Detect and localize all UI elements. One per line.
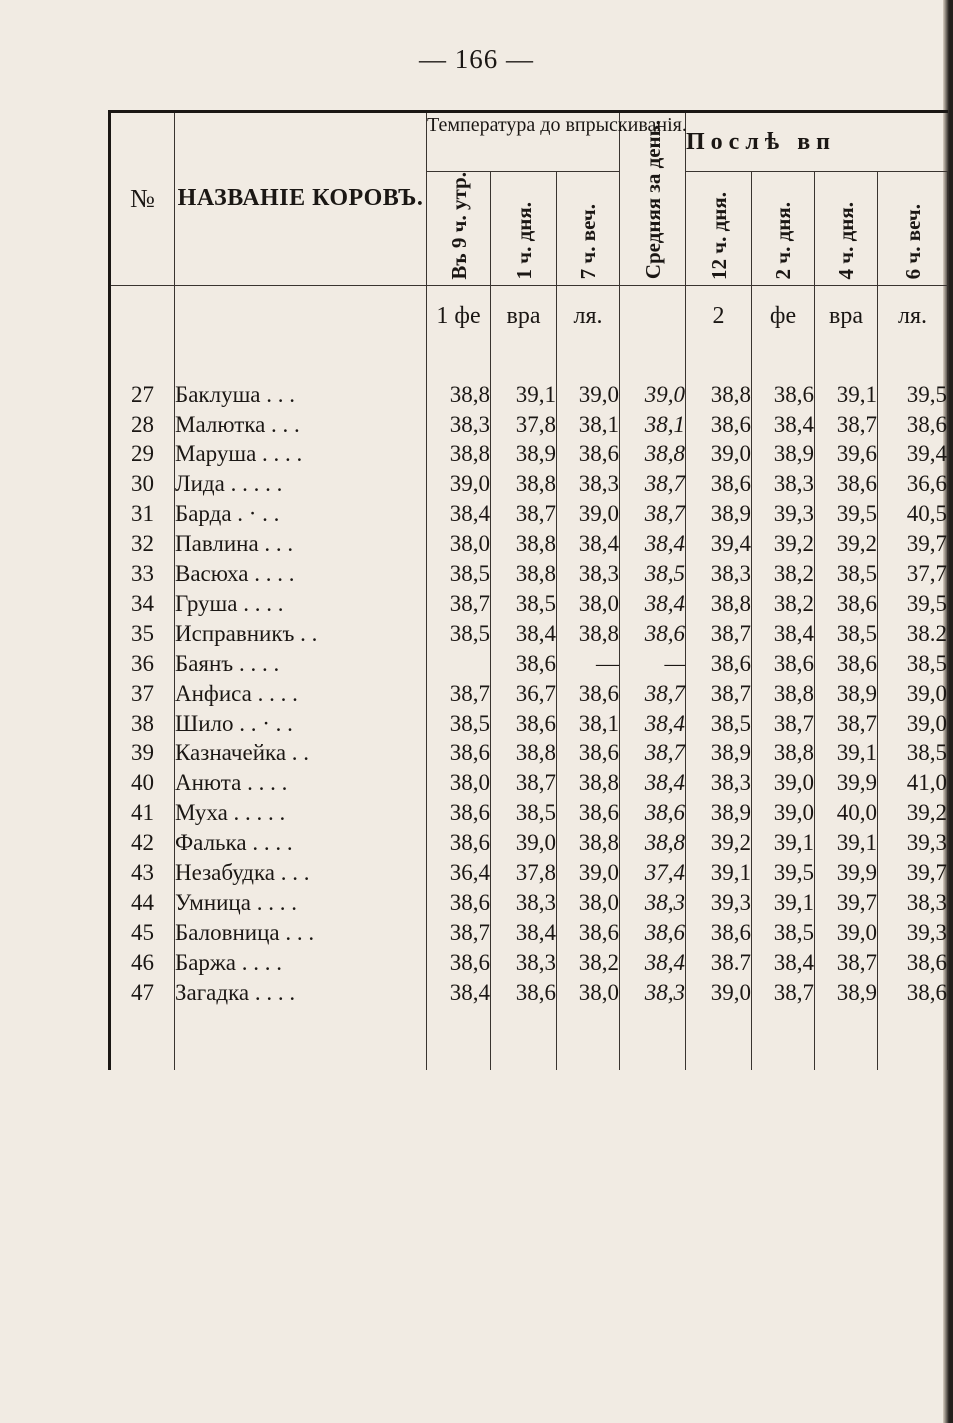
temp-after-12: 38,8 (686, 380, 752, 410)
temp-after-2: 38,8 (752, 679, 815, 709)
temp-after-6: 38,3 (878, 888, 948, 918)
table-row (110, 768, 948, 798)
temp-before-7pm: — (557, 649, 620, 679)
cow-name: Малютка . . . (175, 410, 427, 440)
temp-before-1pm: 38,6 (491, 649, 557, 679)
cow-name: Баянъ . . . . (175, 649, 427, 679)
temp-before-1pm: 37,8 (491, 858, 557, 888)
temp-daily-average: 38,8 (620, 828, 686, 858)
temp-after-4: 38,5 (815, 619, 878, 649)
cow-number: 44 (110, 888, 175, 918)
temp-daily-average: 38,1 (620, 410, 686, 440)
cow-name: Загадка . . . . (175, 978, 427, 1008)
header-after-2: 2 ч. дня. (752, 172, 815, 286)
temp-after-4: 39,9 (815, 768, 878, 798)
temp-before-7pm: 38,4 (557, 529, 620, 559)
temp-before-1pm: 38,3 (491, 888, 557, 918)
temp-after-12: 38,7 (686, 679, 752, 709)
table-row (110, 529, 948, 559)
temp-after-2: 38,4 (752, 948, 815, 978)
cow-name: Баклуша . . . (175, 380, 427, 410)
temp-before-1pm: 38,8 (491, 469, 557, 499)
temp-after-4: 40,0 (815, 798, 878, 828)
temp-before-7pm: 39,0 (557, 499, 620, 529)
table-row (110, 619, 948, 649)
temp-before-7pm: 38,8 (557, 768, 620, 798)
cow-number: 47 (110, 978, 175, 1008)
temp-before-9am: 39,0 (427, 469, 491, 499)
temp-daily-average: 38,7 (620, 469, 686, 499)
temp-daily-average: 38,7 (620, 499, 686, 529)
temp-after-2: 38,3 (752, 469, 815, 499)
temp-after-12: 38,3 (686, 768, 752, 798)
temp-before-7pm: 38,0 (557, 589, 620, 619)
temp-before-9am: 38,5 (427, 619, 491, 649)
temp-after-4: 38,7 (815, 410, 878, 440)
cow-name: Лида . . . . . (175, 469, 427, 499)
temp-before-9am: 38,7 (427, 589, 491, 619)
cow-name: Анфиса . . . . (175, 679, 427, 709)
temp-after-4: 38,7 (815, 948, 878, 978)
cow-number: 30 (110, 469, 175, 499)
temp-daily-average: 38,4 (620, 529, 686, 559)
temp-daily-average: 38,6 (620, 918, 686, 948)
temp-after-4: 38,6 (815, 469, 878, 499)
cow-number: 39 (110, 738, 175, 768)
temp-after-6: 41,0 (878, 768, 948, 798)
temp-before-1pm: 38,5 (491, 589, 557, 619)
temp-after-2: 39,2 (752, 529, 815, 559)
date-after-2: фе (752, 285, 815, 348)
temp-after-4: 39,1 (815, 828, 878, 858)
temp-after-4: 39,9 (815, 858, 878, 888)
temp-after-12: 39,2 (686, 828, 752, 858)
temp-before-1pm: 37,8 (491, 410, 557, 440)
cow-number: 43 (110, 858, 175, 888)
temp-before-1pm: 38,8 (491, 529, 557, 559)
temp-daily-average: 38,6 (620, 619, 686, 649)
date-after-3: вра (815, 285, 878, 348)
table-row (110, 798, 948, 828)
cow-number: 31 (110, 499, 175, 529)
temp-before-1pm: 38,8 (491, 738, 557, 768)
temp-daily-average: 37,4 (620, 858, 686, 888)
temp-after-12: 39,0 (686, 978, 752, 1008)
cow-name: Казначейка . . (175, 738, 427, 768)
temp-after-2: 39,1 (752, 828, 815, 858)
temp-after-12: 39,1 (686, 858, 752, 888)
temp-after-6: 40,5 (878, 499, 948, 529)
temp-before-7pm: 38,0 (557, 978, 620, 1008)
temp-daily-average: 38,3 (620, 978, 686, 1008)
temp-after-6: 39,3 (878, 918, 948, 948)
temp-after-12: 39,4 (686, 529, 752, 559)
table-row (110, 828, 948, 858)
temp-before-7pm: 38,1 (557, 410, 620, 440)
temp-before-7pm: 38,6 (557, 798, 620, 828)
cow-number: 29 (110, 439, 175, 469)
temp-before-1pm: 38,5 (491, 798, 557, 828)
temp-after-2: 38,8 (752, 738, 815, 768)
cow-number: 46 (110, 948, 175, 978)
temp-after-12: 38,9 (686, 738, 752, 768)
table-row (110, 738, 948, 768)
temp-after-12: 38.7 (686, 948, 752, 978)
temp-after-6: 39,2 (878, 798, 948, 828)
temp-after-6: 39,5 (878, 589, 948, 619)
temp-after-6: 38,5 (878, 738, 948, 768)
temp-after-2: 38,2 (752, 589, 815, 619)
cow-name: Баловница . . . (175, 918, 427, 948)
temp-before-1pm: 38,6 (491, 709, 557, 739)
temp-after-12: 38,9 (686, 798, 752, 828)
temp-before-7pm: 39,0 (557, 380, 620, 410)
temp-after-4: 39,0 (815, 918, 878, 948)
temp-daily-average: 38,4 (620, 589, 686, 619)
header-after-4: 4 ч. дня. (815, 172, 878, 286)
temp-after-2: 38,6 (752, 380, 815, 410)
temp-before-9am: 38,5 (427, 559, 491, 589)
temp-after-6: 39,0 (878, 679, 948, 709)
temp-before-1pm: 38,6 (491, 978, 557, 1008)
table-row (110, 649, 948, 679)
page-number: — 166 — (419, 44, 534, 74)
date-row (110, 285, 948, 348)
cow-name: Умница . . . . (175, 888, 427, 918)
cow-number: 27 (110, 380, 175, 410)
temp-before-7pm: 38,6 (557, 918, 620, 948)
temp-before-1pm: 38,8 (491, 559, 557, 589)
temp-before-1pm: 38,3 (491, 948, 557, 978)
header-cow-name: НАЗВАНІЕ КОРОВЪ. (175, 112, 427, 286)
temp-after-6: 39,7 (878, 858, 948, 888)
temp-after-4: 38,9 (815, 978, 878, 1008)
temp-after-4: 39,5 (815, 499, 878, 529)
temp-before-7pm: 38,6 (557, 679, 620, 709)
header-before-1pm: 1 ч. дня. (491, 172, 557, 286)
temp-after-6: 38,6 (878, 948, 948, 978)
table-row (110, 709, 948, 739)
temp-before-9am: 38,6 (427, 798, 491, 828)
temp-after-12: 38,3 (686, 559, 752, 589)
temp-after-2: 39,1 (752, 888, 815, 918)
temp-daily-average: 38,6 (620, 798, 686, 828)
temp-after-2: 38,4 (752, 410, 815, 440)
temp-daily-average: 38,5 (620, 559, 686, 589)
temp-before-7pm: 38,3 (557, 469, 620, 499)
temp-before-9am: 38,0 (427, 529, 491, 559)
cow-number: 38 (110, 709, 175, 739)
temp-before-9am: 38,7 (427, 918, 491, 948)
date-before-3: ля. (557, 285, 620, 348)
temp-after-6: 36,6 (878, 469, 948, 499)
temp-after-6: 39,4 (878, 439, 948, 469)
cow-name: Васюха . . . . (175, 559, 427, 589)
table-row (110, 499, 948, 529)
temp-before-9am: 38,4 (427, 499, 491, 529)
temp-before-1pm: 39,1 (491, 380, 557, 410)
header-before-9am: Въ 9 ч. утр. (427, 172, 491, 286)
temp-after-6: 38,6 (878, 978, 948, 1008)
cow-name: Исправникъ . . (175, 619, 427, 649)
header-after-12: 12 ч. дня. (686, 172, 752, 286)
cow-number: 33 (110, 559, 175, 589)
temp-before-7pm: 38,6 (557, 738, 620, 768)
temp-before-1pm: 38,9 (491, 439, 557, 469)
date-after-4: ля. (878, 285, 948, 348)
temp-after-12: 38,8 (686, 589, 752, 619)
temp-after-12: 39,0 (686, 439, 752, 469)
temp-after-4: 39,2 (815, 529, 878, 559)
temp-before-7pm: 38,1 (557, 709, 620, 739)
cow-number: 28 (110, 410, 175, 440)
cow-name: Павлина . . . (175, 529, 427, 559)
temp-after-12: 38,9 (686, 499, 752, 529)
temp-after-12: 38,7 (686, 619, 752, 649)
date-after-1: 2 (686, 285, 752, 348)
temp-daily-average: 38,4 (620, 768, 686, 798)
temp-daily-average: 38,7 (620, 679, 686, 709)
table-row (110, 559, 948, 589)
temp-after-4: 39,1 (815, 738, 878, 768)
temp-after-6: 37,7 (878, 559, 948, 589)
temp-after-4: 38,6 (815, 589, 878, 619)
table-row (110, 380, 948, 410)
cow-name: Груша . . . . (175, 589, 427, 619)
temp-after-12: 38,6 (686, 649, 752, 679)
temp-before-1pm: 38,7 (491, 768, 557, 798)
temp-before-7pm: 38,0 (557, 888, 620, 918)
temp-daily-average: 38,8 (620, 439, 686, 469)
temp-before-9am: 38,6 (427, 948, 491, 978)
temp-after-4: 39,6 (815, 439, 878, 469)
temp-before-1pm: 39,0 (491, 828, 557, 858)
cow-name: Фалька . . . . (175, 828, 427, 858)
temp-after-2: 38,5 (752, 918, 815, 948)
temp-after-12: 39,3 (686, 888, 752, 918)
temp-before-9am: 38,7 (427, 679, 491, 709)
temp-daily-average: 38,7 (620, 738, 686, 768)
temp-before-1pm: 38,4 (491, 619, 557, 649)
header-before-7pm: 7 ч. веч. (557, 172, 620, 286)
cow-number: 40 (110, 768, 175, 798)
temp-after-6: 39,7 (878, 529, 948, 559)
table-row (110, 918, 948, 948)
temp-after-6: 39,5 (878, 380, 948, 410)
temp-before-1pm: 36,7 (491, 679, 557, 709)
table-row (110, 589, 948, 619)
temp-after-12: 38,6 (686, 469, 752, 499)
temp-after-12: 38,6 (686, 918, 752, 948)
temp-after-2: 38,7 (752, 978, 815, 1008)
date-before-1: 1 фе (427, 285, 491, 348)
cow-name: Муха . . . . . (175, 798, 427, 828)
temp-after-2: 39,3 (752, 499, 815, 529)
temp-before-9am: 38,6 (427, 888, 491, 918)
table-row (110, 410, 948, 440)
temp-before-9am: 38,6 (427, 828, 491, 858)
temp-before-7pm: 39,0 (557, 858, 620, 888)
cow-number: 32 (110, 529, 175, 559)
table-row (110, 978, 948, 1008)
temp-before-9am: 38,6 (427, 738, 491, 768)
table-row (110, 439, 948, 469)
temp-before-7pm: 38,8 (557, 828, 620, 858)
header-daily-average: Средняя за день. (620, 112, 686, 286)
temp-before-9am (427, 649, 491, 679)
temp-before-9am: 38,0 (427, 768, 491, 798)
cow-name: Незабудка . . . (175, 858, 427, 888)
cow-number: 45 (110, 918, 175, 948)
cow-name: Баржа . . . . (175, 948, 427, 978)
temp-after-6: 38,5 (878, 649, 948, 679)
cow-number: 37 (110, 679, 175, 709)
cow-number: 36 (110, 649, 175, 679)
temp-daily-average: 38,4 (620, 948, 686, 978)
temp-before-9am: 38,4 (427, 978, 491, 1008)
cow-name: Маруша . . . . (175, 439, 427, 469)
header-number: № (110, 112, 175, 286)
cow-number: 41 (110, 798, 175, 828)
header-before-injection: Температура до впрыскиванія. (427, 112, 620, 172)
temp-after-4: 39,7 (815, 888, 878, 918)
temp-daily-average: 39,0 (620, 380, 686, 410)
temp-after-4: 39,1 (815, 380, 878, 410)
temp-before-9am: 38,8 (427, 380, 491, 410)
temp-daily-average: — (620, 649, 686, 679)
temp-after-6: 38,6 (878, 410, 948, 440)
temp-before-7pm: 38,6 (557, 439, 620, 469)
table-row (110, 888, 948, 918)
temp-after-2: 38,4 (752, 619, 815, 649)
table-body (110, 285, 948, 1070)
temp-before-7pm: 38,3 (557, 559, 620, 589)
temp-after-4: 38,9 (815, 679, 878, 709)
temp-before-7pm: 38,8 (557, 619, 620, 649)
temp-daily-average: 38,3 (620, 888, 686, 918)
temp-before-9am: 38,8 (427, 439, 491, 469)
temp-after-4: 38,6 (815, 649, 878, 679)
table-row (110, 858, 948, 888)
temp-after-2: 39,0 (752, 768, 815, 798)
temp-before-9am: 38,3 (427, 410, 491, 440)
temp-before-9am: 36,4 (427, 858, 491, 888)
temp-after-2: 39,0 (752, 798, 815, 828)
temp-daily-average: 38,4 (620, 709, 686, 739)
temp-before-7pm: 38,2 (557, 948, 620, 978)
temperature-table (108, 110, 948, 1070)
temp-after-6: 39,3 (878, 828, 948, 858)
temp-after-6: 38.2 (878, 619, 948, 649)
cow-name: Шило . . · . . (175, 709, 427, 739)
header-after-injection: Послѣ вп (686, 112, 948, 172)
temp-after-12: 38,5 (686, 709, 752, 739)
temp-before-1pm: 38,4 (491, 918, 557, 948)
temp-after-2: 39,5 (752, 858, 815, 888)
cow-number: 42 (110, 828, 175, 858)
temp-after-2: 38,9 (752, 439, 815, 469)
temp-after-4: 38,5 (815, 559, 878, 589)
temp-after-6: 39,0 (878, 709, 948, 739)
table-row (110, 948, 948, 978)
temp-after-4: 38,7 (815, 709, 878, 739)
temp-after-2: 38,2 (752, 559, 815, 589)
table-row (110, 469, 948, 499)
cow-name: Барда . · . . (175, 499, 427, 529)
cow-name: Анюта . . . . (175, 768, 427, 798)
temp-before-1pm: 38,7 (491, 499, 557, 529)
temp-after-2: 38,7 (752, 709, 815, 739)
cow-number: 35 (110, 619, 175, 649)
cow-number: 34 (110, 589, 175, 619)
temp-after-2: 38,6 (752, 649, 815, 679)
header-after-6: 6 ч. веч. (878, 172, 948, 286)
temp-before-9am: 38,5 (427, 709, 491, 739)
table-row (110, 679, 948, 709)
temp-after-12: 38,6 (686, 410, 752, 440)
date-before-2: вра (491, 285, 557, 348)
